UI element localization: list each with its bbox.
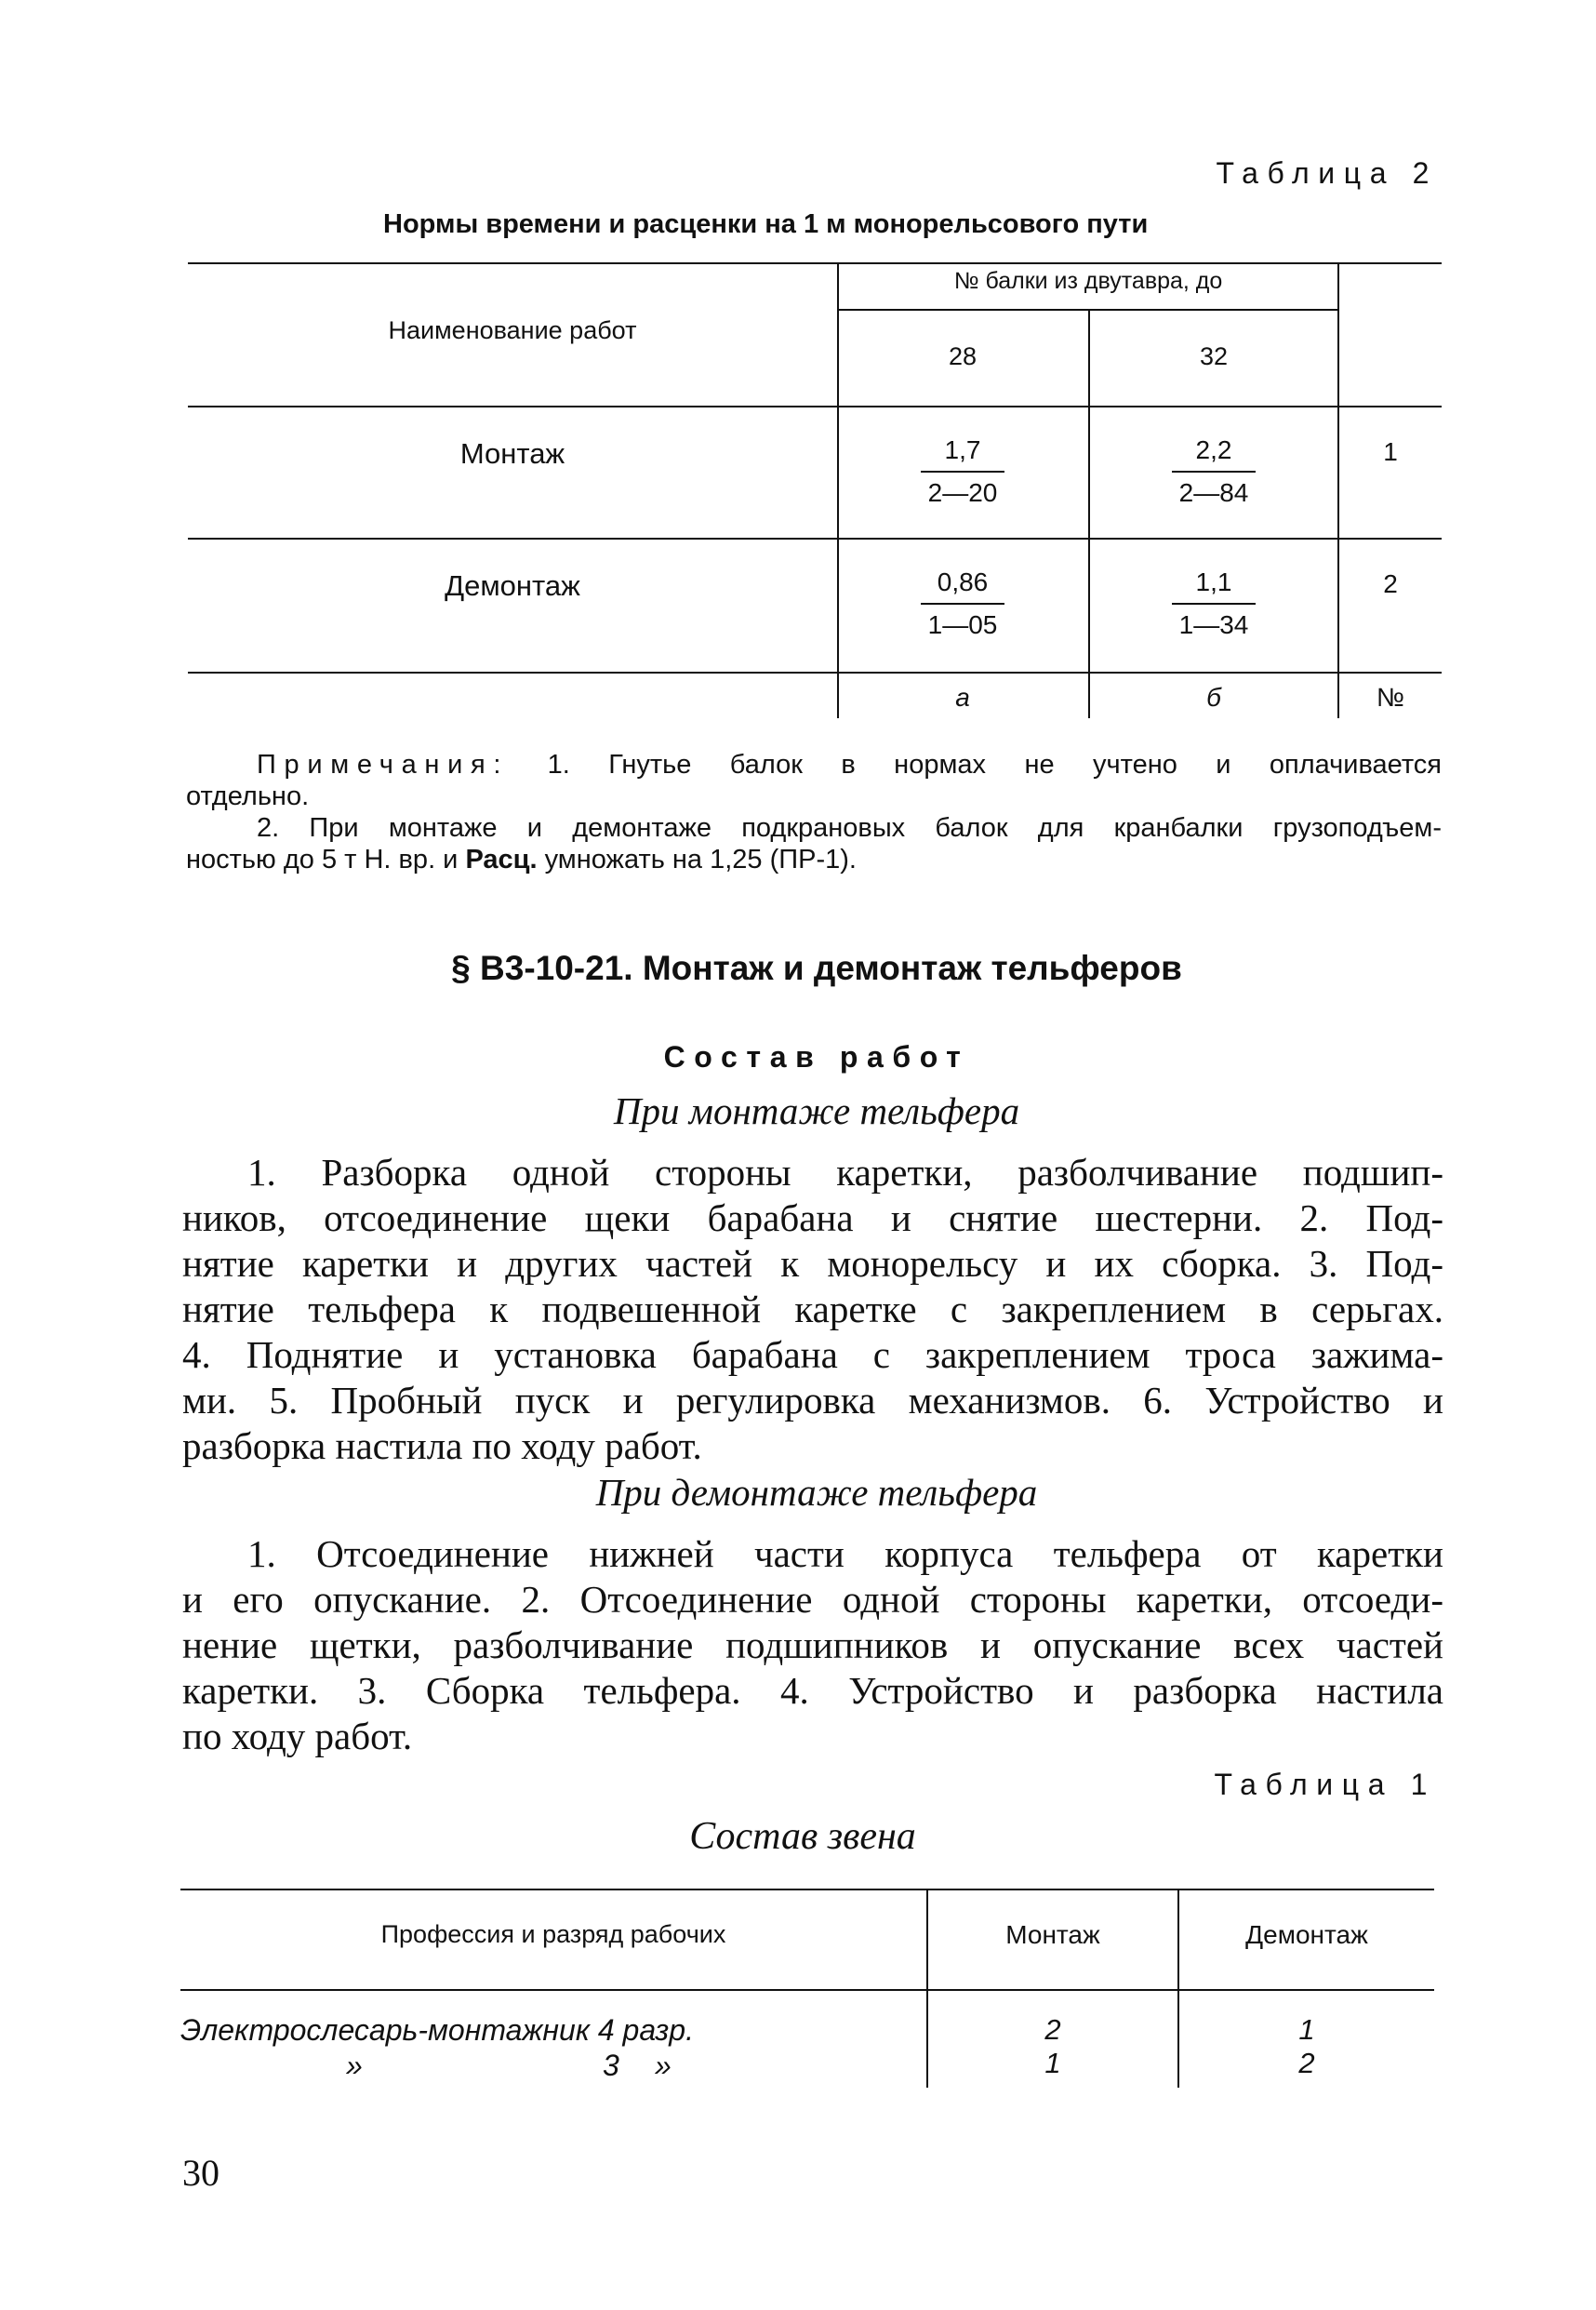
note-1: 1. Гнутье балок в нормах не учтено и оплачивается <box>547 750 1442 780</box>
table1-label: Таблица 1 <box>1214 1768 1436 1801</box>
col-header-profession: Профессия и разряд рабочих <box>380 1920 726 1948</box>
notes-label: Примечания: <box>257 750 510 780</box>
text-line: каретки. 3. Сборка тельфера. 4. Устройство и разборка настила <box>182 1669 1443 1712</box>
mount-paragraph <box>182 1150 1443 1469</box>
text-line: 4. Поднятие и установка барабана с закреплением троса зажима- <box>182 1333 1443 1376</box>
dismount-count: 2 <box>1298 2047 1315 2079</box>
group-header: № балки из двутавра, до <box>953 268 1223 294</box>
grade: 3 <box>603 2049 619 2082</box>
time-norm: 2,2 <box>1172 435 1256 473</box>
rate-cell <box>837 435 1088 508</box>
text-line: ников, отсоединение щеки барабана и снятие шестерни. 2. Под- <box>182 1196 1443 1239</box>
text-line: ми. 5. Пробный пуск и регулировка механизмов. 6. Устройство и <box>182 1379 1443 1422</box>
col-header-name: Наименование работ <box>388 316 637 344</box>
rate-cell <box>1088 435 1339 508</box>
mount-count: 2 <box>1044 2013 1061 2046</box>
page-number: 30 <box>182 2152 219 2194</box>
footer-b: б <box>1206 683 1221 712</box>
note-2-text-a: ностью до 5 т Н. вр. и <box>186 845 459 875</box>
section-heading: § В3-10-21. Монтаж и демонтаж тельферов <box>451 949 1182 987</box>
note-2-cont <box>186 844 1442 875</box>
text-line: нятие каретки и других частей к монорельсу и их сборка. 3. Под- <box>182 1242 1443 1285</box>
row-name: Монтаж <box>459 437 565 470</box>
price-rate: 2—20 <box>927 478 998 507</box>
text-line: 1. Отсоединение нижней части корпуса тельфера от каретки <box>247 1532 1443 1575</box>
note-2: 2. При монтаже и демонтаже подкрановых балок для кранбалки грузоподъем- <box>257 813 1442 843</box>
time-norm: 1,7 <box>921 435 1004 473</box>
time-norm: 1,1 <box>1172 567 1256 605</box>
mount-count: 1 <box>1044 2047 1061 2079</box>
text-line: разборка настила по ходу работ. <box>182 1424 702 1467</box>
text-line: 1. Разборка одной стороны каретки, разболчивание подшип- <box>247 1151 1443 1194</box>
text-line: и его опускание. 2. Отсоединение одной стороны каретки, отсоеди- <box>182 1578 1443 1621</box>
row-number: 1 <box>1383 437 1398 466</box>
col-b-head: 32 <box>1199 342 1229 370</box>
col-a-head: 28 <box>948 342 978 370</box>
note-1-cont: отдельно. <box>186 781 310 811</box>
profession-name: Электрослесарь-монтажник 4 разр. <box>180 2013 694 2047</box>
time-norm: 0,86 <box>921 567 1004 605</box>
col-header-dismount: Демонтаж <box>1245 1920 1368 1949</box>
dismount-paragraph <box>182 1531 1443 1759</box>
table1-title: Состав звена <box>689 1815 916 1858</box>
worker-row <box>180 2013 694 2048</box>
note-2-bold: Расц. <box>465 845 538 875</box>
mount-title: При монтаже тельфера <box>613 1089 1020 1132</box>
rate-cell <box>1088 567 1339 640</box>
text-line: по ходу работ. <box>182 1715 413 1757</box>
note-2-text-b: умножать на 1,25 (ПР-1). <box>544 845 857 875</box>
rate-cell <box>837 567 1088 640</box>
ditto-mark: » <box>655 2049 672 2082</box>
table2-label: Таблица 2 <box>1216 156 1438 190</box>
col-header-mount: Монтаж <box>1005 1920 1100 1949</box>
table2-title: Нормы времени и расценки на 1 м монорельсового пути <box>383 209 1149 239</box>
section-subheading: Состав работ <box>663 1040 970 1074</box>
dismount-title: При демонтаже тельфера <box>595 1471 1038 1514</box>
footer-no: № <box>1376 683 1405 712</box>
row-number: 2 <box>1383 569 1398 598</box>
price-rate: 2—84 <box>1178 478 1249 507</box>
text-line: нятие тельфера к подвешенной каретке с закреплением в серьгах. <box>182 1288 1443 1330</box>
price-rate: 1—34 <box>1178 610 1249 639</box>
footer-a: а <box>955 683 970 712</box>
text-line: нение щетки, разболчивание подшипников и опускание всех частей <box>182 1623 1443 1666</box>
price-rate: 1—05 <box>927 610 998 639</box>
notes <box>186 749 1442 875</box>
row-name: Демонтаж <box>445 569 580 602</box>
ditto-mark: » <box>346 2049 363 2082</box>
dismount-count: 1 <box>1298 2013 1315 2046</box>
